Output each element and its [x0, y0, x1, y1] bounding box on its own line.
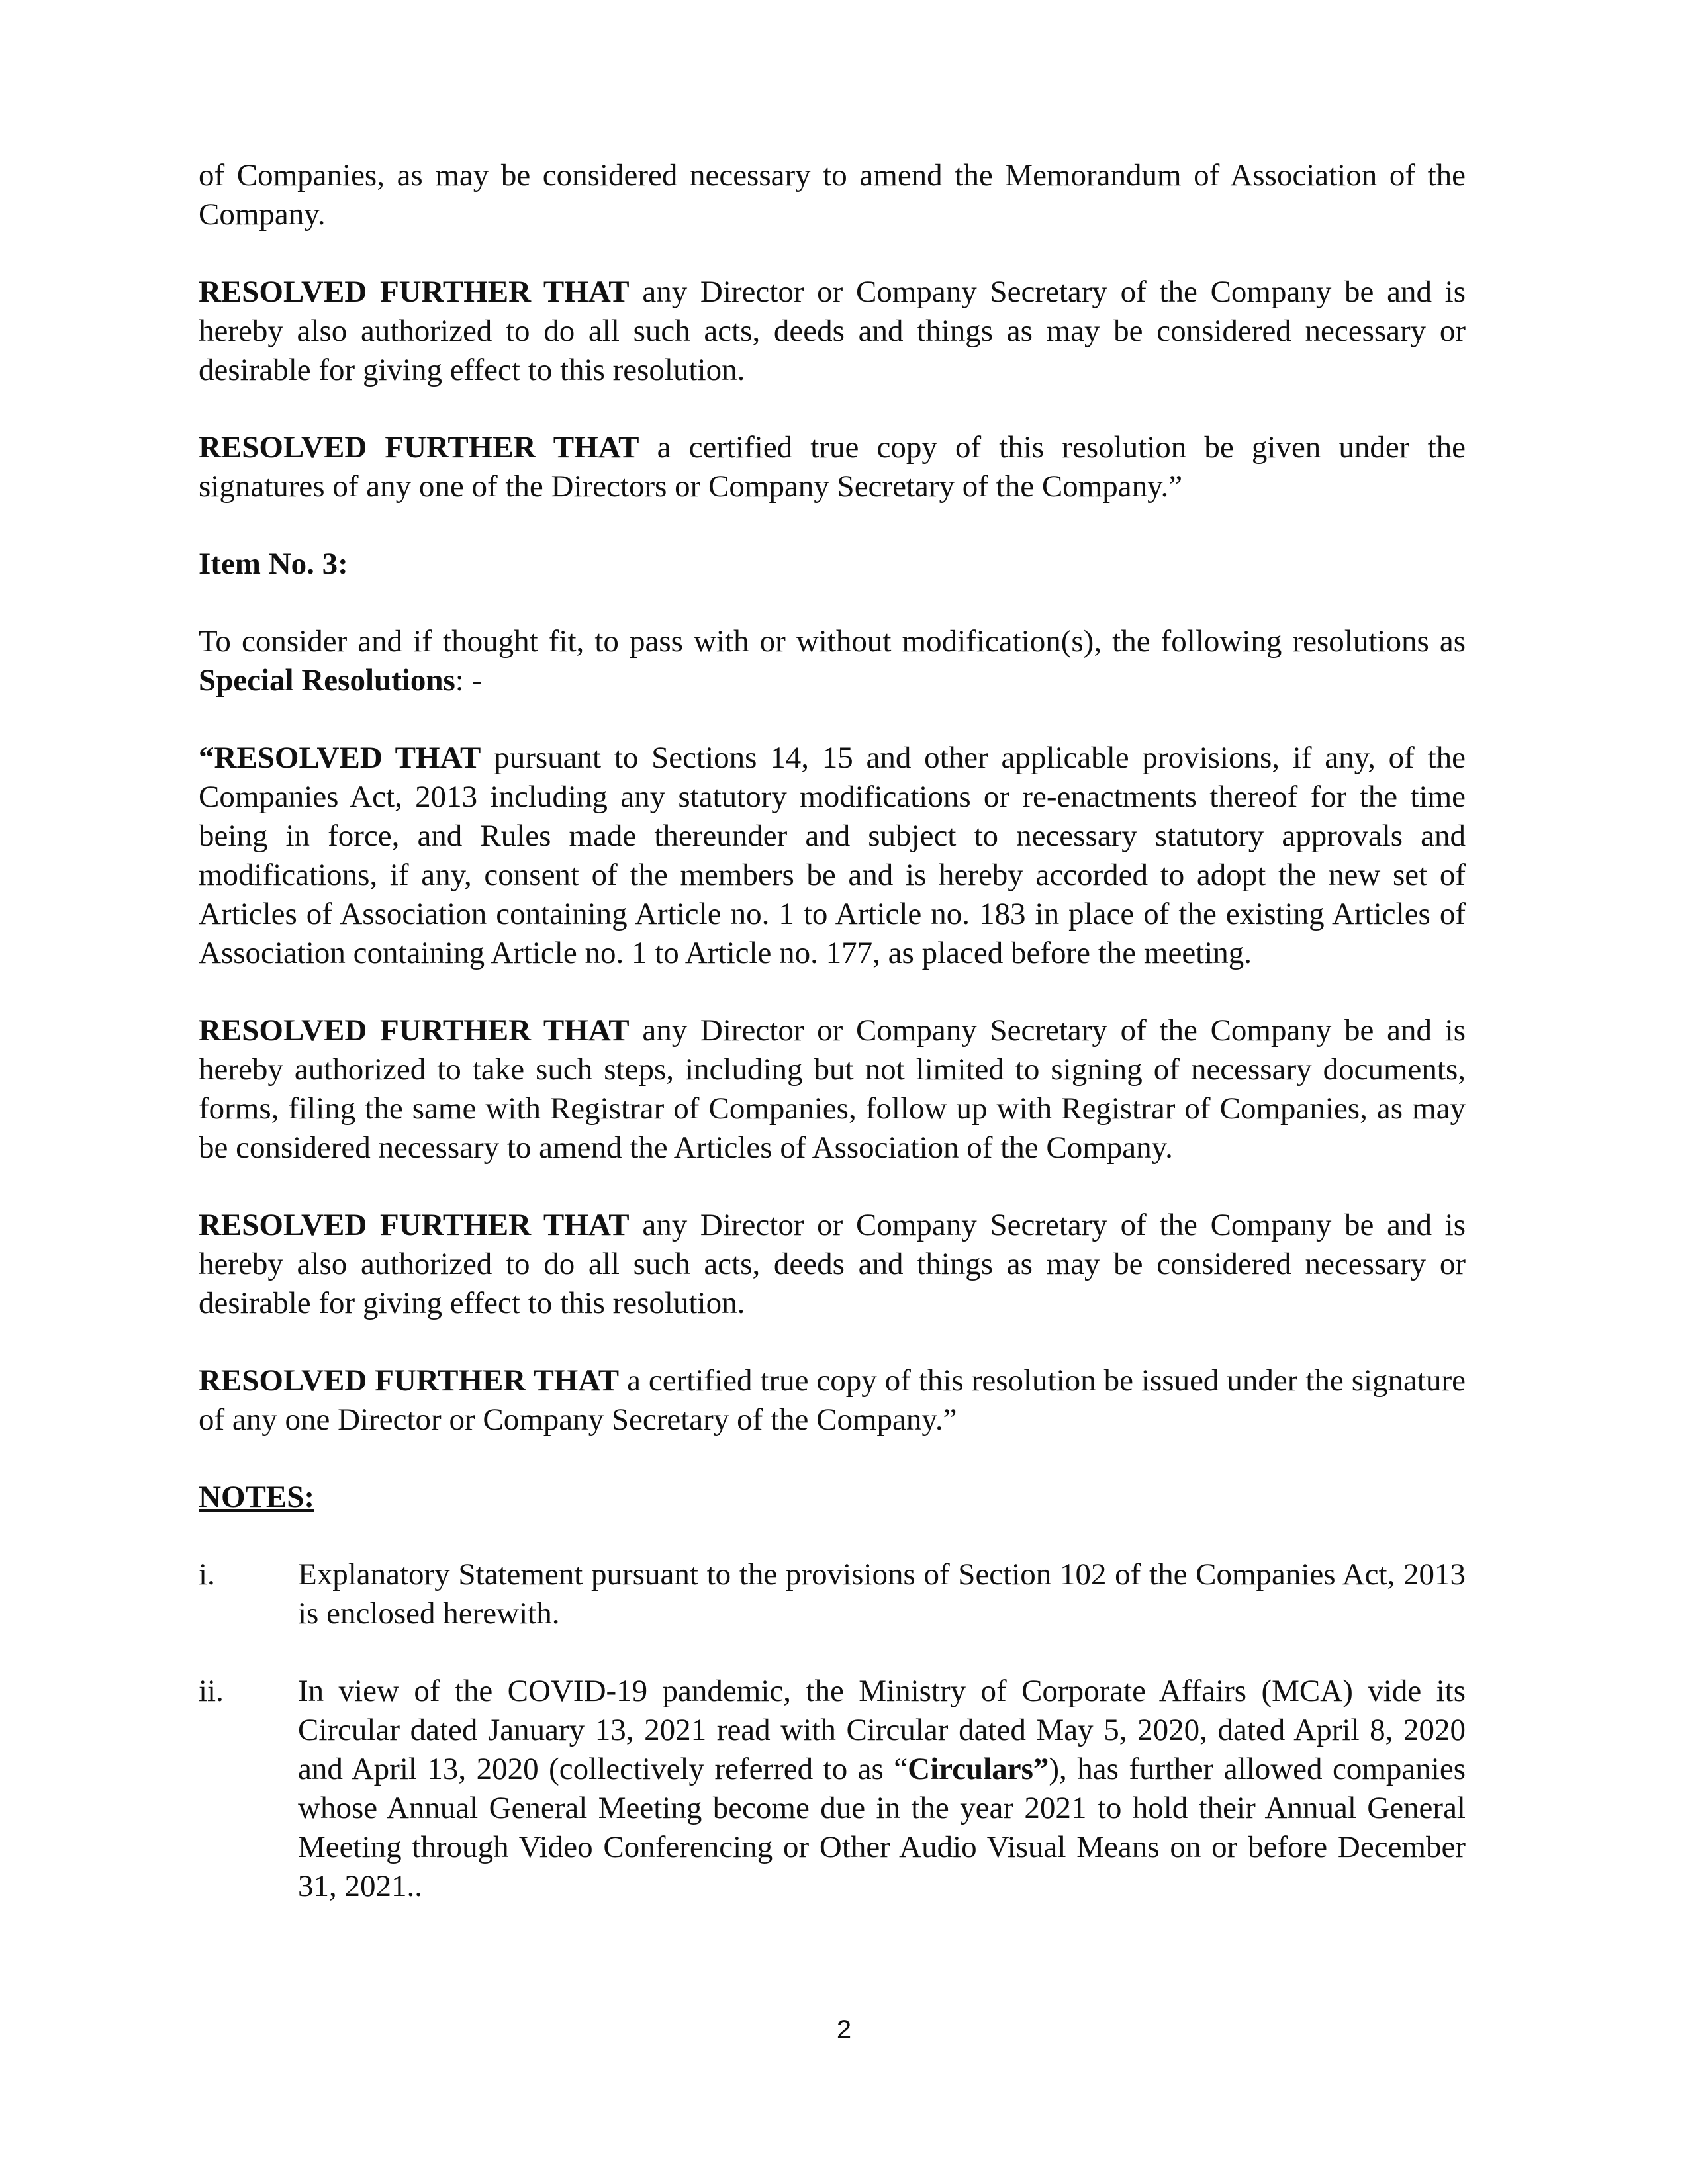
resolution-text: any Director or Company Secretary of the Company be and is hereby also authorized to do all such acts, deeds and things as may be considered necessary or desirable for giving effect to this resolution.	[199, 275, 1466, 387]
resolution-lead: RESOLVED FURTHER THAT	[199, 1013, 630, 1048]
resolution-text: any Director or Company Secretary of the Company be and is hereby authorized to take such steps, including but not limited to signing of necessary documents, forms, filing the same with Registrar of Companies, follow up with Registrar of Companies, as may be considered necessary to amend the Articles of Association of the Company.	[199, 1013, 1466, 1165]
page-number: 2	[836, 2015, 852, 2044]
continuation-paragraph: of Companies, as may be considered necessary to amend the Memorandum of Association of the Company.	[199, 158, 1466, 232]
document-page	[199, 156, 1466, 1944]
resolution-text: a certified true copy of this resolution be given under the signatures of any one of the Directors or Company Secretary of the Company.”	[199, 430, 1466, 504]
resolution-lead: RESOLVED FURTHER THAT	[199, 275, 630, 309]
resolution-text: a certified true copy of this resolution be issued under the signature of any one Director or Company Secretary of the Company.”	[199, 1363, 1466, 1437]
notes-title: NOTES:	[199, 1480, 314, 1514]
circulars-label: Circulars”	[908, 1752, 1049, 1786]
resolution-text: pursuant to Sections 14, 15 and other applicable provisions, if any, of the Companies Act, 2013 including any statutory modifications or re-enactments thereof for the time being in force, and Rules made thereunder and subject to necessary statutory approvals and modifications, if any, consent of the members be and is hereby accorded to adopt the new set of Articles of Association containing Article no. 1 to Article no. 183 in place of the existing Articles of Association containing Article no. 1 to Article no. 177, as placed before the meeting.	[199, 741, 1466, 970]
resolution-text: any Director or Company Secretary of the Company be and is hereby also authorized to do all such acts, deeds and things as may be considered necessary or desirable for giving effect to this resolution.	[199, 1208, 1466, 1320]
note-item	[199, 1555, 1466, 1633]
resolution-lead: RESOLVED FURTHER THAT	[199, 430, 639, 465]
item3-resolved	[199, 739, 1466, 973]
note-number: i.	[199, 1557, 215, 1592]
note-item	[199, 1672, 1466, 1906]
resolution-lead: RESOLVED FURTHER THAT	[199, 1208, 630, 1242]
resolution-lead: RESOLVED FURTHER THAT	[199, 1363, 620, 1398]
item3-resolved-further-3	[199, 1361, 1466, 1439]
note-text: Explanatory Statement pursuant to the provisions of Section 102 of the Companies Act, 2013 is enclosed herewith.	[298, 1557, 1466, 1631]
item3-resolved-further-2	[199, 1206, 1466, 1323]
item2-resolved-further-1	[199, 273, 1466, 390]
note-number: ii.	[199, 1674, 224, 1708]
item3-heading: Item No. 3:	[199, 547, 348, 581]
resolution-lead: “RESOLVED THAT	[199, 741, 481, 775]
special-resolutions-label: Special Resolutions	[199, 663, 455, 698]
item3-resolved-further-1	[199, 1011, 1466, 1167]
item2-resolved-further-2	[199, 428, 1466, 506]
note-text: In view of the COVID-19 pandemic, the Ministry of Corporate Affairs (MCA) vide its Circular dated January 13, 2021 read with Circular dated May 5, 2020, dated April 8, 2020 and April 13, 2020 (collectively referred to as “Circulars”), has further allowed companies whose Annual General Meeting become due in the year 2021 to hold their Annual General Meeting through Video Conferencing or Other Audio Visual Means on or before December 31, 2021..	[298, 1674, 1466, 1903]
item3-intro: To consider and if thought fit, to pass with or without modification(s), the following resolutions as Special Resolutions: -	[199, 624, 1466, 698]
